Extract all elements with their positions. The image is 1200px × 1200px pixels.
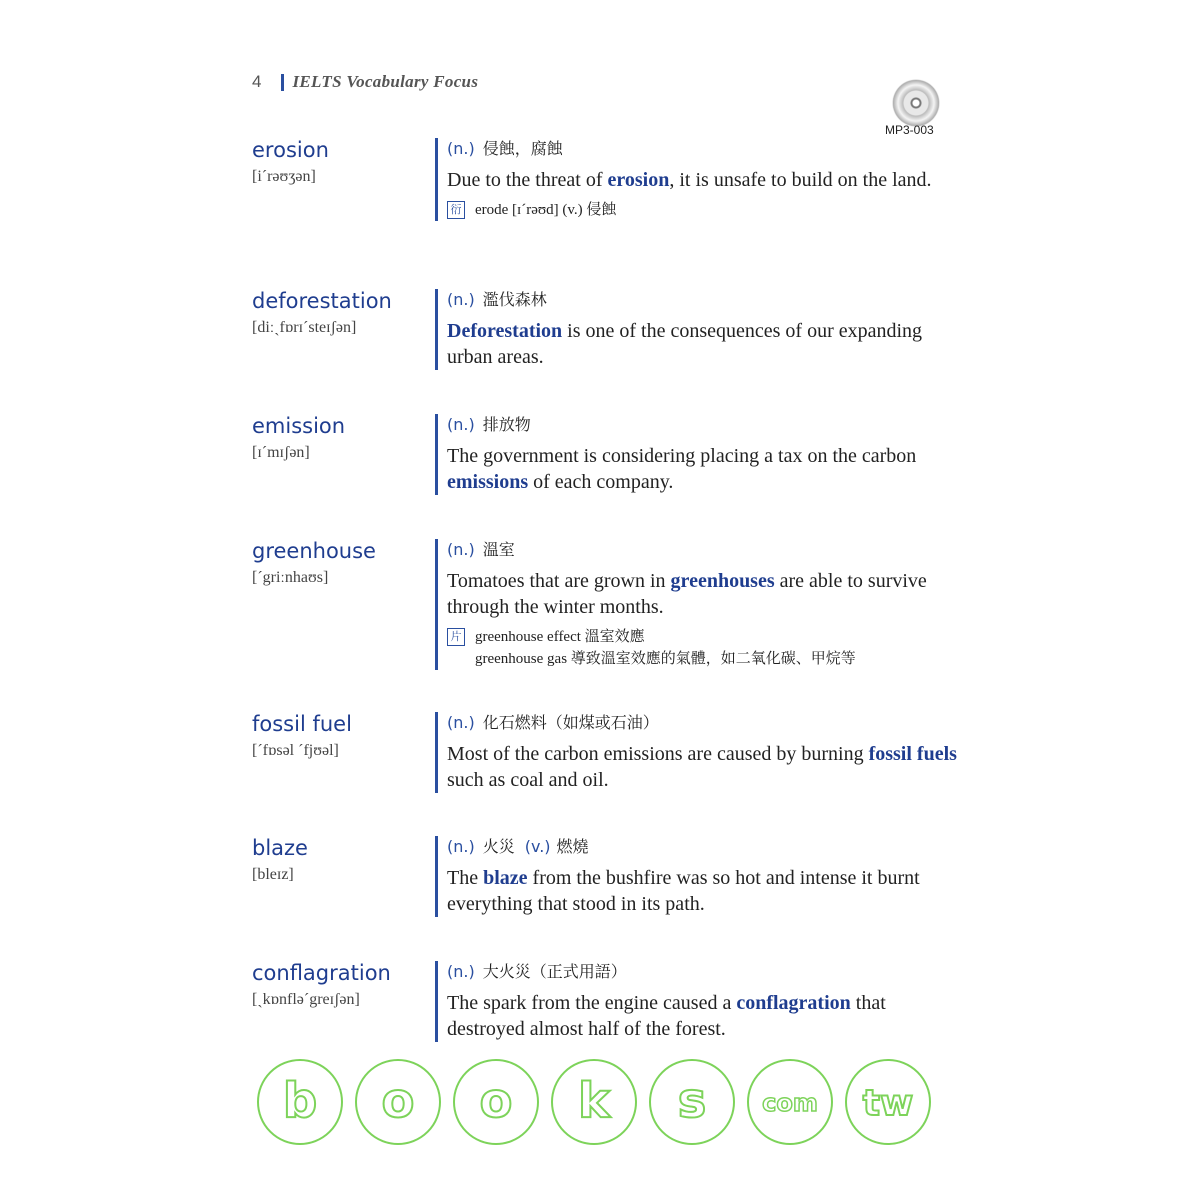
meaning: 溫室 — [482, 540, 515, 559]
highlighted-word: Deforestation — [447, 320, 563, 342]
svg-text:b: b — [282, 1073, 318, 1129]
part-of-speech: (n.) — [447, 713, 475, 732]
note-line: greenhouse effect 溫室效應 — [475, 629, 645, 645]
watermark-letter-o — [451, 1057, 541, 1147]
headword: conflagration — [252, 961, 391, 985]
meaning: 侵蝕，腐蝕 — [482, 139, 563, 158]
derivative-note — [447, 199, 967, 221]
meaning: 火災 — [482, 837, 515, 856]
part-of-speech: (n.) — [447, 837, 475, 856]
note-line: erode [ɪˊrəʊd] (v.) 侵蝕 — [475, 202, 617, 218]
definition-block — [435, 712, 967, 793]
example-sentence: Most of the carbon emissions are caused by burning fossil fuels such as coal and oil. — [447, 743, 957, 791]
part-of-speech: (n.) — [447, 415, 475, 434]
highlighted-word: blaze — [483, 867, 528, 889]
page-header — [252, 72, 478, 92]
definition-block — [435, 836, 967, 917]
part-of-speech: (n.) — [447, 290, 475, 309]
watermark-letter-b — [255, 1057, 345, 1147]
meaning: 排放物 — [482, 415, 531, 434]
example-sentence: Deforestation is one of the consequences of our expanding urban areas. — [447, 320, 923, 368]
definition-block — [435, 539, 967, 670]
phonetic: [ɪˊmɪʃən] — [252, 444, 310, 461]
headword: greenhouse — [252, 539, 376, 563]
headword: emission — [252, 414, 346, 438]
definition-block — [435, 961, 967, 1042]
watermark-tw — [843, 1057, 933, 1147]
watermark-logo — [255, 1057, 941, 1147]
phrase-note — [447, 626, 967, 670]
part-of-speech: (n.) — [447, 139, 475, 158]
highlighted-word: fossil fuels — [868, 743, 957, 765]
part-of-speech-verb: (v.) — [524, 837, 551, 856]
headword: erosion — [252, 138, 329, 162]
svg-text:k: k — [578, 1073, 610, 1129]
phonetic: [iˊrəʊʒən] — [252, 168, 316, 185]
header-divider — [281, 74, 284, 91]
note-line: greenhouse gas 導致溫室效應的氣體，如二氧化碳、甲烷等 — [475, 651, 856, 667]
derivative-icon: 衍 — [447, 201, 465, 219]
svg-text:s: s — [677, 1073, 707, 1129]
example-sentence: The government is considering placing a tax on the carbon emissions of each company. — [447, 445, 917, 493]
example-sentence: Due to the threat of erosion, it is unsafe to build on the land. — [447, 169, 932, 191]
watermark-letter-s — [647, 1057, 737, 1147]
watermark-com — [745, 1057, 835, 1147]
definition-block — [435, 414, 967, 495]
highlighted-word: erosion — [607, 169, 670, 191]
svg-text:com: com — [762, 1089, 818, 1117]
phonetic: [diːˏfɒrɪˊsteɪʃən] — [252, 319, 357, 336]
headword: blaze — [252, 836, 308, 860]
definition-block — [435, 289, 967, 370]
example-sentence: The spark from the engine caused a conflagration that destroyed almost half of the forest. — [447, 992, 886, 1040]
phonetic: [ˊgriːnhaʊs] — [252, 569, 329, 586]
definition-block — [435, 138, 967, 221]
meaning: 化石燃料（如煤或石油） — [482, 713, 659, 732]
meaning: 濫伐森林 — [482, 290, 547, 309]
example-sentence: The blaze from the bushfire was so hot and intense it burnt everything that stood in its path. — [447, 867, 920, 915]
book-title: IELTS Vocabulary Focus — [292, 72, 479, 91]
phonetic: [ˏkɒnfləˊgreɪʃən] — [252, 991, 360, 1008]
watermark-letter-k — [549, 1057, 639, 1147]
cd-icon — [893, 80, 939, 126]
svg-text:o: o — [479, 1073, 513, 1129]
meaning-verb: 燃燒 — [556, 837, 589, 856]
audio-track-label: MP3-003 — [885, 123, 934, 137]
phonetic: [bleɪz] — [252, 866, 294, 883]
headword: deforestation — [252, 289, 392, 313]
page-number: 4 — [252, 72, 262, 91]
highlighted-word: conflagration — [736, 992, 851, 1014]
part-of-speech: (n.) — [447, 962, 475, 981]
svg-text:o: o — [381, 1073, 415, 1129]
part-of-speech: (n.) — [447, 540, 475, 559]
watermark-letter-o — [353, 1057, 443, 1147]
example-sentence: Tomatoes that are grown in greenhouses are able to survive through the winter months. — [447, 570, 927, 618]
highlighted-word: emissions — [447, 471, 529, 493]
meaning: 大火災（正式用語） — [482, 962, 627, 981]
svg-text:tw: tw — [862, 1083, 914, 1124]
phonetic: [ˊfɒsəl ˊfjʊəl] — [252, 742, 339, 759]
headword: fossil fuel — [252, 712, 352, 736]
phrase-icon: 片 — [447, 628, 465, 646]
highlighted-word: greenhouses — [670, 570, 775, 592]
